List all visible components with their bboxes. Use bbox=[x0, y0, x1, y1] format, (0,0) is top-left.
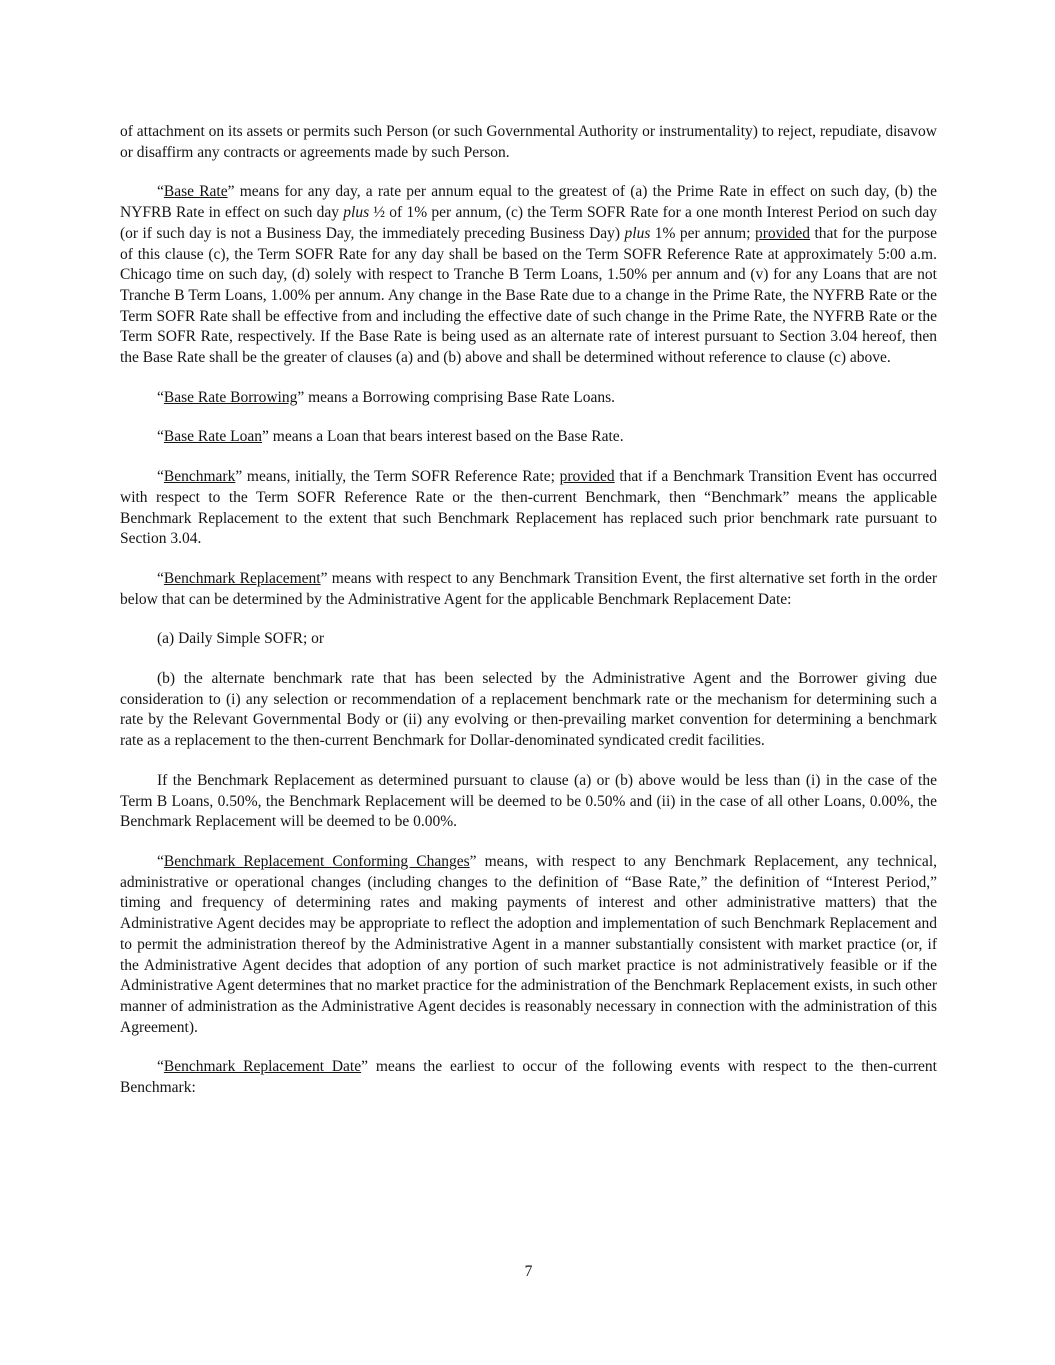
page-number: 7 bbox=[524, 1263, 533, 1280]
text-run: ” means with respect to any Benchmark Transition Event, the first alternative set forth in the order below that can be determined by the Administrative Agent for the applicable Benchmark Replacement Date: bbox=[120, 569, 937, 608]
text-run: ” means, with respect to any Benchmark Replacement, any technical, administrative or operational changes (including changes to the definition of “Base Rate,” the definition of “Interest Period,” timing and frequency of determining rates and making payments of interest and other administrative matters) that the Administrative Agent decides may be appropriate to reflect the adoption and implementation of such Benchmark Replacement and to permit the administration thereof by the Administrative Agent in a manner substantially consistent with market practice (or, if the Administrative Agent decides that adoption of any portion of such market practice is not administratively feasible or if the Administrative Agent determines that no market practice for the administration of the Benchmark Replacement exists, in such other manner of administration as the Administrative Agent decides is reasonably necessary in connection with the administration of this Agreement). bbox=[120, 852, 937, 1036]
text-run: 1% per annum; bbox=[650, 224, 755, 242]
defined-term: Benchmark Replacement Conforming Changes bbox=[163, 852, 470, 870]
defined-term: Benchmark Replacement bbox=[163, 569, 321, 587]
clause-a bbox=[120, 629, 937, 650]
open-quote: “ bbox=[157, 428, 164, 446]
definition-benchmark-replacement bbox=[120, 569, 937, 610]
text-run: ” means the earliest to occur of the following events with respect to the then-current Benchmark: bbox=[120, 1058, 937, 1097]
defined-term: Base Rate Borrowing bbox=[163, 388, 298, 406]
text-run: ” means a Loan that bears interest based on the Base Rate. bbox=[262, 428, 624, 446]
open-quote: “ bbox=[157, 1058, 164, 1076]
defined-term: Base Rate Loan bbox=[163, 428, 263, 446]
open-quote: “ bbox=[157, 183, 164, 201]
text-run: that if a Benchmark Transition Event has occurred with respect to the Term SOFR Reference Rate or the then-current Benchmark, then “Benchmark” means the applicable Benchmark Replacement to the extent that such Benchmark Replacement has replaced such prior benchmark rate pursuant to Section 3.04. bbox=[120, 468, 937, 548]
definition-base-rate-loan bbox=[120, 427, 937, 448]
definition-base-rate bbox=[120, 182, 937, 368]
benchmark-replacement-floor bbox=[120, 771, 937, 833]
text-run: of attachment on its assets or permits such Person (or such Governmental Authority or instrumentality) to reject, repudiate, disavow or disaffirm any contracts or agreements made by such Person. bbox=[120, 123, 938, 161]
clause-b bbox=[120, 669, 937, 752]
italic-plus: plus bbox=[343, 204, 370, 222]
text-run: ” means a Borrowing comprising Base Rate Loans. bbox=[297, 388, 616, 406]
text-run: that for the purpose of this clause (c), the Term SOFR Rate for any day shall be based on the Term SOFR Reference Rate at approximately 5:00 a.m. Chicago time on such day, (d) solely with respect to Tranche B Term Loans, 1.50% per annum and (v) for any Loans that are not Tranche B Term Loans, 1.00% per annum. Any change in the Base Rate due to a change in the Prime Rate, the NYFRB Rate or the Term SOFR Rate shall be effective from and including the effective date of such change in the Prime Rate, the NYFRB Rate or the Term SOFR Rate, respectively. If the Base Rate is being used as an alternate rate of interest pursuant to Section 3.04 hereof, then the Base Rate shall be the greater of clauses (a) and (b) above and shall be determined without reference to clause (c) above. bbox=[120, 224, 938, 367]
proviso-term: provided bbox=[754, 224, 811, 242]
open-quote: “ bbox=[157, 852, 164, 870]
text-run: ½ of 1% per annum, (c) the Term SOFR Rate for a one month Interest Period on such day (or if such day is not a Business Day, the immediately preceding Business Day) bbox=[120, 204, 937, 242]
definition-benchmark-replacement-conforming-changes bbox=[120, 852, 937, 1038]
text-run: ” means for any day, a rate per annum equal to the greatest of (a) the Prime Rate in effect on such day, (b) the NYFRB Rate in effect on such day bbox=[120, 183, 937, 222]
text-run: (b) the alternate benchmark rate that has been selected by the Administrative Agent and the Borrower giving due consideration to (i) any selection or recommendation of a replacement benchmark rate or the mechanism for determining such a rate by the Relevant Governmental Body or (ii) any evolving or then-prevailing market convention for determining a benchmark rate as a replacement to the then-current Benchmark for Dollar-denominated syndicated credit facilities. bbox=[120, 670, 937, 750]
open-quote: “ bbox=[157, 569, 164, 587]
open-quote: “ bbox=[157, 468, 164, 486]
proviso-term: provided bbox=[559, 468, 615, 486]
text-run: If the Benchmark Replacement as determined pursuant to clause (a) or (b) above would be less than (i) in the case of the Term B Loans, 0.50%, the Benchmark Replacement will be deemed to be 0.50% and (ii) in the case of all other Loans, 0.00%, the Benchmark Replacement will be deemed to be 0.00%. bbox=[120, 771, 937, 831]
defined-term: Benchmark Replacement Date bbox=[163, 1058, 362, 1076]
italic-plus: plus bbox=[624, 224, 651, 242]
definition-base-rate-borrowing bbox=[120, 388, 937, 409]
definition-benchmark-replacement-date bbox=[120, 1057, 937, 1098]
definition-benchmark bbox=[120, 467, 937, 550]
defined-term: Benchmark bbox=[163, 468, 236, 486]
text-run: ” means, initially, the Term SOFR Reference Rate; bbox=[235, 468, 560, 486]
continuation-paragraph bbox=[120, 122, 937, 163]
open-quote: “ bbox=[157, 388, 164, 406]
defined-term: Base Rate bbox=[163, 183, 228, 201]
text-run: (a) Daily Simple SOFR; or bbox=[157, 630, 325, 648]
document-body bbox=[120, 122, 937, 1099]
